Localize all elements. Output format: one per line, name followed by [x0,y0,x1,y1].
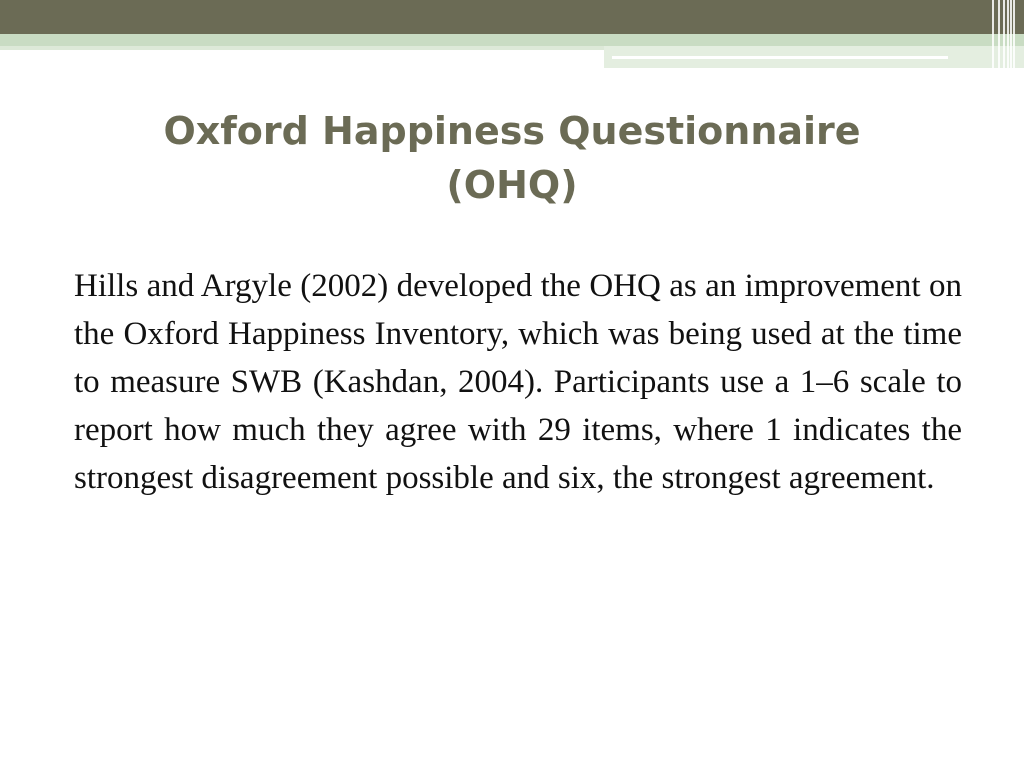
slide-title-line1: Oxford Happiness Questionnaire [163,109,861,153]
slide-title-line2: (OHQ) [446,163,578,207]
header-stripes [988,0,1024,68]
header-band-right-line [612,56,948,59]
header-band-dark [0,0,1024,34]
slide-title [60,104,964,212]
header-band-light [0,34,1024,46]
slide-body-text: Hills and Argyle (2002) developed the OHQ as an improvement on the Oxford Happiness Inventory, which was being used at the time to measure SWB (Kashdan, 2004). Participants use a 1–6 scale to report how much they agree with 29 items, where 1 indicates the strongest disagreement possible and six, the strongest agreement. [74,268,962,496]
header-band-accent [0,46,604,50]
